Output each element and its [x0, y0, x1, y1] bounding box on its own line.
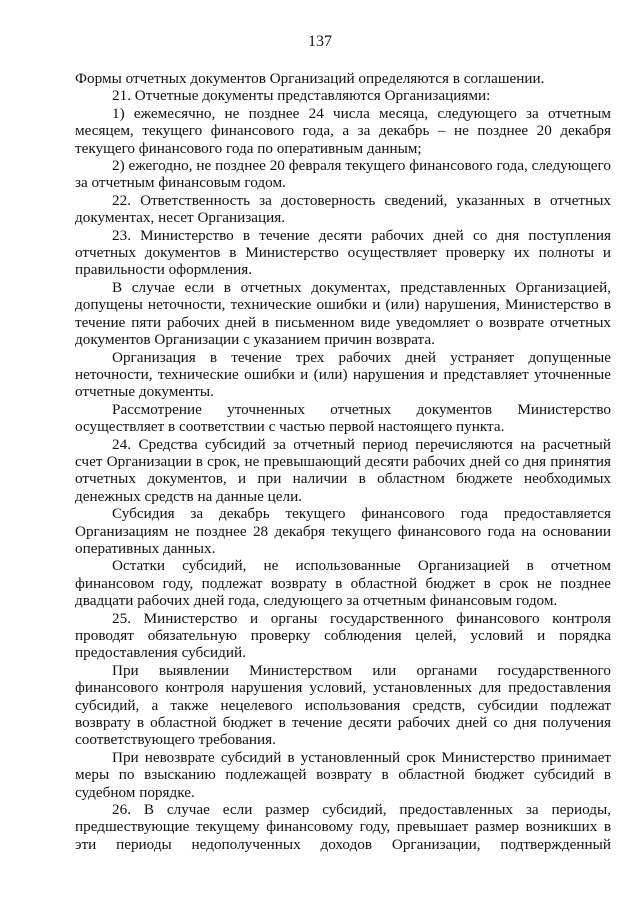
- paragraph-25-violations-return: При выявлении Министерством или органами государственного финансового контроля нарушения условий, установленных для предоставления субсидий, а также нецелевого использования средств, субсидии подлежат возврату в областной бюджет в течение десяти рабочих дней со дня получения соответствующего требования.: [75, 661, 611, 749]
- paragraph-25-court-recovery: При невозврате субсидий в установленный срок Министерство принимает меры по взысканию подлежащей возврату в областной бюджет субсидий в судебном порядке.: [75, 748, 611, 801]
- paragraph-21-annually: 2) ежегодно, не позднее 20 февраля текущего финансового года, следующего за отчетным финансовым годом.: [75, 157, 611, 192]
- paragraph-23-ministry-check: 23. Министерство в течение десяти рабочих дней со дня поступления отчетных документов в Министерство осуществляет проверку их полноты и правильности оформления.: [75, 226, 611, 279]
- paragraph-26-excess-subsidy: 26. В случае если размер субсидий, предоставленных за периоды, предшествующие текущему финансовому году, превышает размер возникших в эти периоды недополученных доходов Организации, подтвержденный: [75, 801, 611, 853]
- page-number: 137: [308, 33, 332, 50]
- document-body: [75, 70, 611, 853]
- paragraph-24-december-subsidy: Субсидия за декабрь текущего финансового года предоставляется Организациям не позднее 28 декабря текущего финансового года на основании оперативных данных.: [75, 505, 611, 557]
- paragraph-23-organization-fixes: Организация в течение трех рабочих дней устраняет допущенные неточности, технические ошибки и (или) нарушения и представляет уточненные отчетные документы.: [75, 348, 611, 401]
- paragraph-21-monthly: 1) ежемесячно, не позднее 24 числа месяца, следующего за отчетным месяцем, текущего финансового года, а за декабрь – не позднее 20 декабря текущего финансового года по оперативным данным;: [75, 104, 611, 157]
- paragraph-23-review-updated: Рассмотрение уточненных отчетных документов Министерство осуществляет в соответствии с частью первой настоящего пункта.: [75, 400, 611, 436]
- paragraph-24-transfer: 24. Средства субсидий за отчетный период перечисляются на расчетный счет Организации в срок, не превышающий десяти рабочих дней со дня принятия отчетных документов, и при наличии в областном бюджете необходимых денежных средств на данные цели.: [75, 435, 611, 505]
- paragraph-21-reports-submitted: 21. Отчетные документы представляются Организациями:: [112, 87, 491, 105]
- paragraph-23-errors-return: В случае если в отчетных документах, представленных Организацией, допущены неточности, технические ошибки и (или) нарушения, Министерство в течение пяти рабочих дней в письменном виде уведомляет о возврате отчетных документов Организации с указанием причин возврата.: [75, 278, 611, 349]
- paragraph-22-responsibility: 22. Ответственность за достоверность сведений, указанных в отчетных документах, несет Организация.: [75, 191, 611, 227]
- paragraph-24-unused-balances: Остатки субсидий, не использованные Организацией в отчетном финансовом году, подлежат возврату в областной бюджет в срок не позднее двадцати рабочих дней года, следующего за отчетным финансовым годом.: [75, 557, 611, 610]
- paragraph-forms-of-reports: Формы отчетных документов Организаций определяются в соглашении.: [75, 70, 545, 87]
- paragraph-25-control-check: 25. Министерство и органы государственного финансового контроля проводят обязательную проверку соблюдения целей, условий и порядка предоставления субсидий.: [75, 609, 611, 662]
